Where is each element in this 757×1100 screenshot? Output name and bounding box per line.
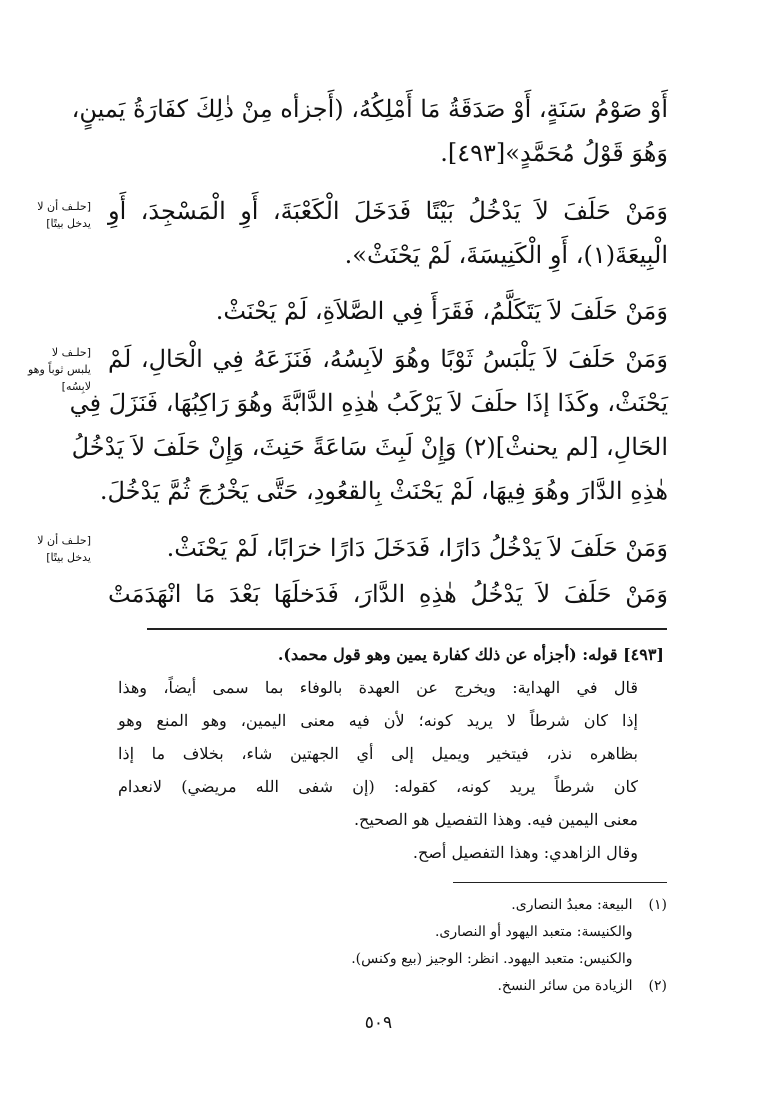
footnote-rule (453, 882, 667, 883)
commentary-line: قال في الهداية: ويخرج عن العهدة بالوفاء بما سمى أيضاً، وهذا (118, 678, 638, 697)
main-line: وَمَنْ حَلَفَ لاَ يَتَكَلَّمُ، فَقَرَأَ فِي الصَّلاَةِ، لَمْ يَحْنَثْ. (215, 297, 668, 325)
main-line: أَوْ صَوْمُ سَنَةٍ، أَوْ صَدَقَةُ مَا أَمْلِكُهُ، (أَجزأه مِنْ ذٰلِكَ كفَارَةُ يَمينٍ، (71, 95, 668, 123)
footnote-text: الزيادة من سائر النسخ. (497, 978, 633, 994)
commentary-line: إذا كان شرطاً لا يريد كونه؛ لأن فيه معنى اليمين، وهو المنع وهو (118, 711, 638, 730)
footnote (351, 951, 667, 968)
main-line: وَمَنْ حَلَفَ لاَ يَدْخُلُ دَارًا، فَدَخَلَ دَارًا خرَابًا، لَمْ يَحْنَثْ. (166, 534, 668, 562)
commentary-line: بظاهره نذر، فيتخير ويميل إلى أي الجهتين شاء، بخلاف ما إذا (118, 744, 638, 763)
main-line: وَمَنْ حَلَفَ لاَ يَدْخُلُ هٰذِهِ الدَّارَ، فَدَخلَهَا بَعْدَ مَا انْهَدَمَتْ (108, 580, 668, 608)
margin-note (19, 344, 91, 395)
margin-note (19, 198, 91, 232)
main-line: وَمَنْ حَلَفَ لاَ يَدْخُلُ بَيْتًا فَدَخَلَ الْكَعْبَةَ، أَوِ الْمَسْجِدَ، أَوِ (108, 197, 668, 225)
footnote-text: والكنيس: متعبد اليهود. انظر: الوجيز (بيع وكنس). (351, 951, 633, 967)
margin-note-line: [حلـف أن لا (37, 534, 91, 547)
commentary-line: وقال الزاهدي: وهذا التفصيل أصح. (412, 843, 638, 862)
commentary-line: معنى اليمين فيه. وهذا التفصيل هو الصحيح. (353, 810, 638, 829)
commentary-heading: [٤٩٣] قوله: (أجزأه عن ذلك كفارة يمين وهو قول محمد). (277, 645, 664, 664)
main-line: وَمَنْ حَلَفَ لاَ يَلْبَسُ ثَوْبًا وهُوَ لاَبِسُهُ، فَنَزَعَهُ فِي الْحَالِ، لَمْ (108, 345, 668, 373)
margin-note-line: يلبس ثوباً وهو (28, 363, 91, 377)
footnote (497, 978, 667, 995)
commentary-line: كان شرطاً يريد كونه، كقوله: (إن شفى الله مريضي) لانعدام (118, 777, 638, 796)
main-line: الحَالِ، [لم يحنثْ](٢) وَإِنْ لَبِثَ سَاعَةً حَنِثَ، وَإِنْ حَلَفَ لاَ يَدْخُلُ (71, 433, 668, 461)
footnote-number: (٢) (648, 978, 667, 994)
main-line: وَهُوَ قَوْلُ مُحَمَّدٍ»[٤٩٣]. (440, 139, 668, 167)
margin-note-line: يدخل بيتًا] (46, 217, 91, 231)
page-number: ٥٠٩ (364, 1013, 393, 1033)
separator-rule (147, 628, 667, 630)
margin-note-line: [حلـف لا (51, 346, 91, 359)
footnote (511, 897, 667, 914)
margin-note-line: يدخل بيتًا] (46, 551, 91, 565)
footnote-text: البيعة: معبدُ النصارى. (511, 897, 633, 913)
margin-note-line: لابِسُه] (61, 380, 91, 394)
main-line: الْبِيعَةَ(١)، أَوِ الْكَنِيسَةَ، لَمْ يَحْنَثْ». (344, 241, 668, 269)
main-line: هٰذِهِ الدَّارَ وهُوَ فِيهَا، لَمْ يَحْنَثْ بِالقعُودِ، حَتَّى يَخْرُجَ ثُمَّ يَدْخُلَ. (99, 477, 668, 505)
footnote-number: (١) (648, 897, 667, 913)
footnote-text: والكنيسة: متعبد اليهود أو النصارى. (434, 924, 633, 940)
main-line: يَحْنَثْ، وكَذَا إذَا حلَفَ لاَ يَرْكَبُ هٰذِهِ الدَّابَّةَ وهُوَ رَاكِبُهَا، فَنَزَلَ فِي (69, 389, 668, 417)
margin-note (19, 532, 91, 566)
footnote (435, 924, 667, 941)
margin-note-line: [حلـف أن لا (37, 200, 91, 213)
